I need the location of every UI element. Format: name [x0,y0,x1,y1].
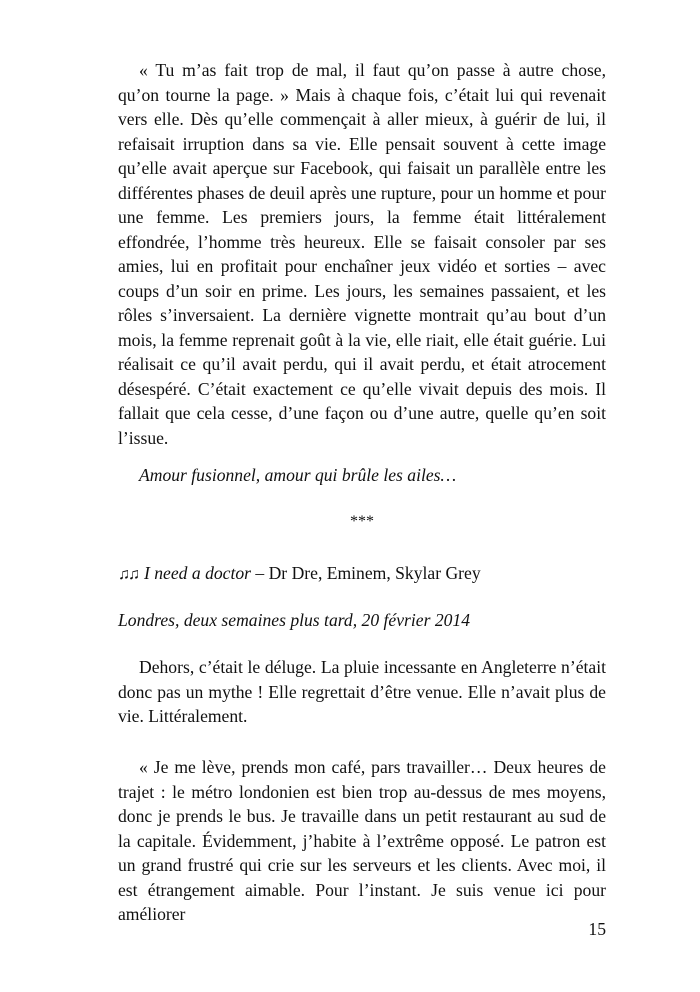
paragraph-text: Dehors, c’était le déluge. La pluie incessante en Angleterre n’était donc pas un mythe ! Elle regrettait d’être venue. Elle n’avait plus de vie. Littéralement. [118,657,606,726]
paragraph-deluge [118,655,606,729]
paragraph-routine [118,755,606,927]
song-reference [118,561,606,587]
page-number: 15 [588,919,606,939]
paragraph-rupture [118,58,606,450]
music-notes-icon: ♫♫ [118,566,138,583]
song-artists: – Dr Dre, Eminem, Skylar Grey [255,563,481,583]
song-title: I need a doctor [144,563,251,583]
paragraph-amour-fusionnel [118,463,606,488]
section-separator: *** [350,513,374,530]
place-date-heading: Londres, deux semaines plus tard, 20 février 2014 [118,610,471,630]
paragraph-text: « Je me lève, prends mon café, pars travailler… Deux heures de trajet : le métro londonien est bien trop au-dessus de mes moyens, donc je prends le bus. Je travaille dans un petit restaurant au sud de la capitale. Évidemment, j’habite à l’extrême opposé. Le patron est un grand frustré qui crie sur les serveurs et les clients. Avec moi, il est étrangement aimable. Pour l’instant. Je suis venue ici pour améliorer [118,757,606,924]
paragraph-text: Amour fusionnel, amour qui brûle les ailes… [139,465,457,485]
paragraph-text: « Tu m’as fait trop de mal, il faut qu’on passe à autre chose, qu’on tourne la page. » Mais à chaque fois, c’était lui qui revenait vers elle. Dès qu’elle commençait à aller mieux, à guérir de lui, il refaisait irruption dans sa vie. Elle pensait souvent à cette image qu’elle avait aperçue sur Facebook, qui faisait un parallèle entre les différentes phases de deuil après une rupture, pour un homme et pour une femme. Les premiers jours, la femme était littéralement effondrée, l’homme très heureux. Elle se faisait consoler par ses amies, lui en profitait pour enchaîner jeux vidéo et sorties – avec coups d’un soir en prime. Les jours, les semaines passaient, et les rôles s’inversaient. La dernière vignette montrait qu’au bout d’un mois, la femme reprenait goût à la vie, elle riait, elle était guérie. Lui réalisait ce qu’il avait perdu, qui il avait perdu, et était atrocement désespéré. C’était exactement ce qu’elle vivait depuis des mois. Il fallait que cela cesse, d’une façon ou d’une autre, quelle qu’en soit l’issue. [118,60,606,448]
